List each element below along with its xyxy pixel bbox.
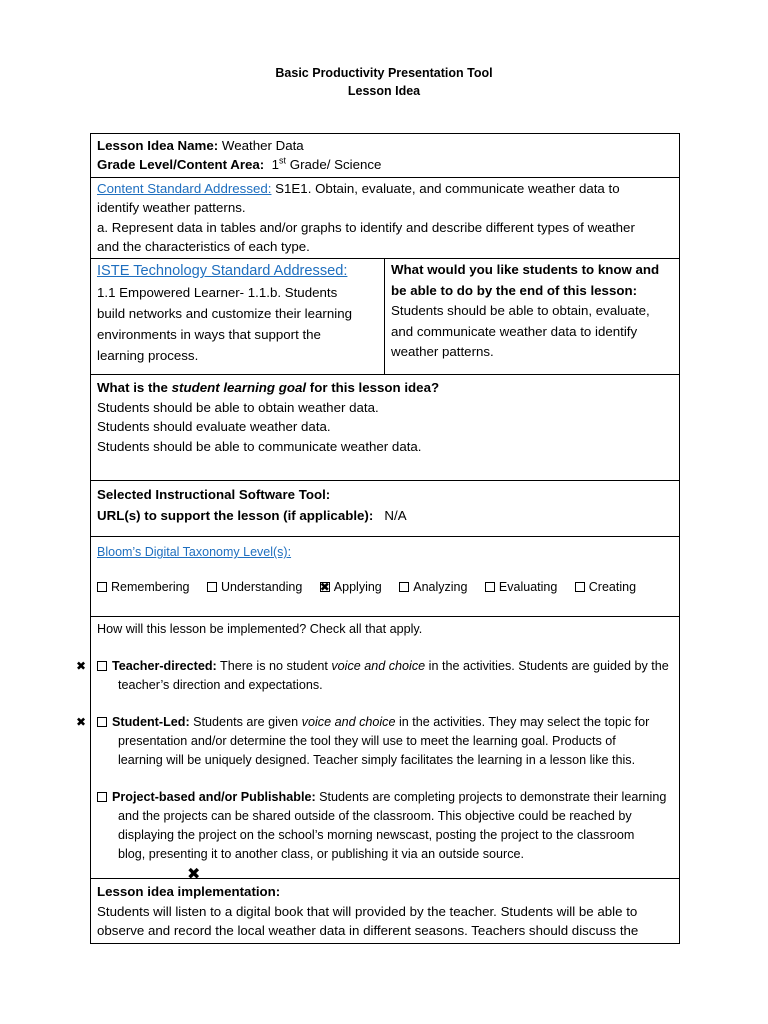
goal-question-emphasis: student learning goal [171,380,307,396]
checked-checkbox-icon[interactable] [97,661,107,671]
outcome-answer-3: weather patterns. [391,344,494,360]
bloom-option-analyzing[interactable]: Analyzing [399,580,467,594]
lesson-implementation-line-1: Students will listen to a digital book that will provided by the teacher. Students will be able to [97,903,638,919]
goal-line-3: Students should be able to communicate weather data. [97,438,422,454]
content-standard-row [91,177,680,259]
content-standard-text-3: a. Represent data in tables and/or graphs to identify and describe different types of weather [97,219,635,235]
checked-checkbox-icon[interactable] [97,717,107,727]
checkbox-icon[interactable] [575,582,585,592]
blooms-taxonomy-link[interactable]: Bloom’s Digital Taxonomy Level(s): [97,545,292,560]
grade-value-subject: Grade/ Science [286,157,382,173]
outcome-answer-1: Students should be able to obtain, evaluate, [391,303,650,319]
checkbox-icon[interactable] [207,582,217,592]
bloom-option-evaluating[interactable]: Evaluating [485,580,557,594]
bloom-option-creating[interactable]: Creating [575,580,636,594]
implementation-type-row [91,617,680,879]
document-header [0,64,768,100]
goal-question-pre: What is the [97,380,172,396]
document-subtitle: Lesson Idea [347,84,421,98]
content-standard-text-1: S1E1. Obtain, evaluate, and communicate weather data to [271,180,620,196]
checkbox-icon[interactable] [97,792,107,802]
student-led-option[interactable]: ✖Student-Led: Students are given voice and choice in the activities. They may select the topic for presentation and/or determine the tool they will use to meet the learning goal. Products of learning will be uniquely designed. Teacher simply facilitates the learning in a lesson like this. [97,713,673,770]
url-label: URL(s) to support the lesson (if applicable): [97,508,374,524]
goal-question-post: for this lesson idea? [306,380,440,396]
checkbox-icon[interactable] [97,582,107,592]
grade-value-number: 1 [271,157,280,173]
bloom-option-applying[interactable]: ✖ Applying [320,580,382,594]
learning-goal-row [91,375,680,481]
goal-line-1: Students should be able to obtain weather data. [97,399,379,415]
iste-text-3: environments in ways that support the [97,327,321,343]
document-title: Basic Productivity Presentation Tool [275,66,493,80]
iste-text-2: build networks and customize their learning [97,306,352,322]
lesson-plan-table [90,133,680,944]
bloom-option-understanding[interactable]: Understanding [207,580,302,594]
url-value: N/A [384,508,407,524]
content-standard-link[interactable]: Content Standard Addressed: [97,180,272,196]
checked-checkbox-icon[interactable] [320,582,330,592]
lesson-name-label: Lesson Idea Name: [97,138,219,153]
iste-text-1: 1.1 Empowered Learner- 1.1.b. Students [97,285,338,301]
lesson-plan-document [90,133,679,944]
grade-value-suffix: st [279,155,287,166]
outcome-question-2: be able to do by the end of this lesson: [391,282,638,298]
lesson-implementation-row [91,879,680,943]
implementation-question: How will this lesson be implemented? Check all that apply. [97,622,423,637]
goal-line-2: Students should evaluate weather data. [97,419,331,435]
iste-text-4: learning process. [97,348,199,364]
content-standard-text-4: and the characteristics of each type. [97,239,310,255]
bloom-option-remembering[interactable]: Remembering [97,580,190,594]
software-tool-row [91,481,680,537]
software-tool-label: Selected Instructional Software Tool: [97,487,331,503]
content-standard-text-2: identify weather patterns. [97,200,246,216]
outcome-answer-2: and communicate weather data to identify [391,323,638,339]
iste-standard-link[interactable]: ISTE Technology Standard Addressed: [97,263,348,280]
project-based-option[interactable]: Project-based and/or Publishable: Students are completing projects to demonstrate their learning and the projects can be shared outside of the classroom. This objective could be reached by displaying the project on the school’s morning newscast, posting the project to the classroom blog, presenting it to another class, or publishing it via an outside source. [97,788,673,864]
teacher-directed-option[interactable]: ✖Teacher-directed: There is no student voice and choice in the activities. Students are guided by the teacher’s direction and expectations. [97,657,673,695]
blooms-checkbox-group [97,578,673,597]
standards-row [91,259,680,375]
x-mark-icon: ✖ [187,866,201,884]
blooms-row [91,537,680,617]
lesson-implementation-line-2: observe and record the local weather data in different seasons. Teachers should discuss the [97,923,639,939]
checkbox-icon[interactable] [485,582,495,592]
lesson-implementation-label: Lesson idea implementation: [97,884,281,900]
outcome-question-1: What would you like students to know and [391,262,660,278]
lesson-name-value: Weather Data [221,138,304,153]
checkbox-icon[interactable] [399,582,409,592]
grade-level-label: Grade Level/Content Area: [97,157,265,173]
lesson-name-row [91,134,680,178]
